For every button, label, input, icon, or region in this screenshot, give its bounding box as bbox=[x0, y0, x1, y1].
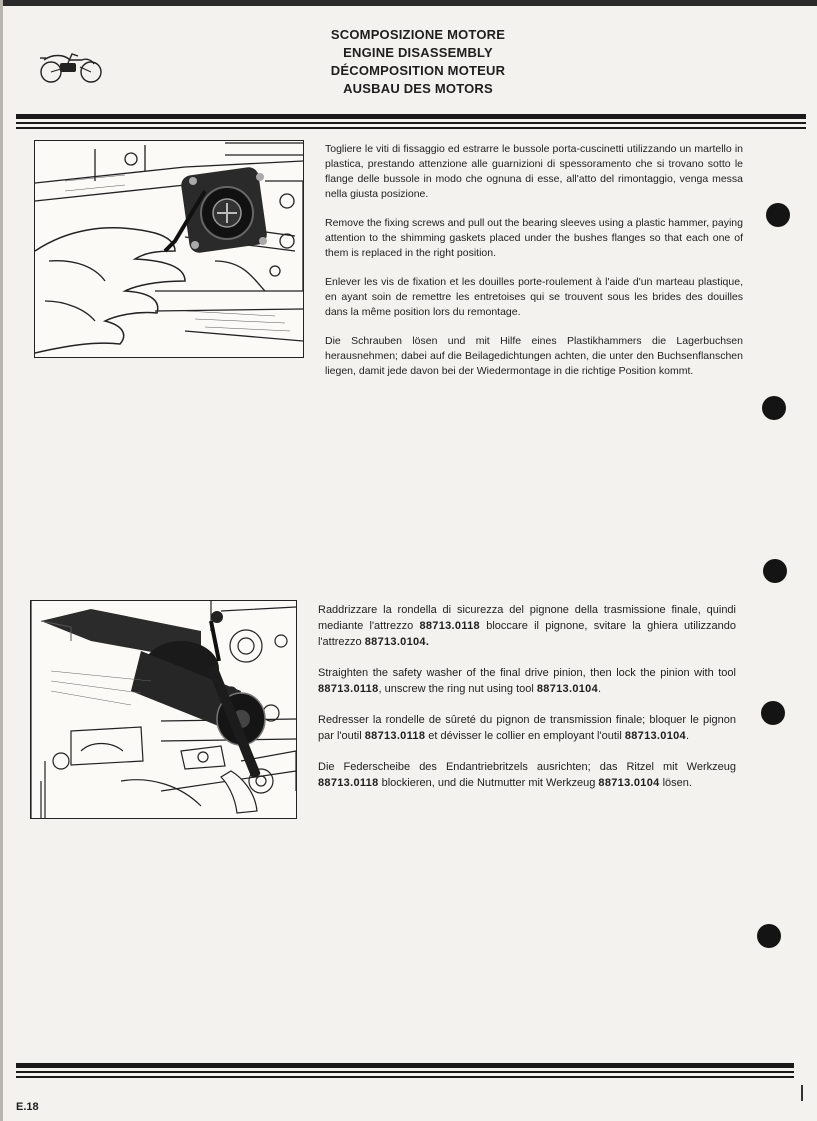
text-span: Redresser la rondelle de sûreté du pignon de transmission finale; bloquer le pignon par l'outil bbox=[318, 714, 736, 742]
paragraph-english: Remove the fixing screws and pull out the bearing sleeves using a plastic hammer, paying attention to the shimming gaskets placed under the bushes flanges so that each one of them is replaced in the right position. bbox=[325, 217, 743, 259]
scan-left-edge bbox=[0, 0, 3, 1121]
text-span: . bbox=[598, 683, 602, 695]
page-number: E.18 bbox=[16, 1101, 39, 1113]
paragraph-italian-tools bbox=[318, 602, 736, 650]
tool-code-lock: 88713.0118 bbox=[318, 683, 379, 695]
tool-code-lock: 88713.0118 bbox=[419, 620, 480, 632]
paragraph-german: Die Schrauben lösen und mit Hilfe eines Plastikhammers die Lagerbuchsen herausnehmen; dabei auf die Beilagedichtungen achten, die unter den Buchsenflanschen liegen, damit jede davon bei der Wiedermontage in die richtige Position kommt. bbox=[325, 335, 743, 377]
paragraph-french-tools bbox=[318, 712, 736, 744]
title-french: DÉCOMPOSITION MOTEUR bbox=[330, 63, 506, 78]
title-german: AUSBAU DES MOTORS bbox=[343, 81, 493, 96]
engine-bearing-sleeve-illustration bbox=[34, 140, 304, 358]
binder-hole-3 bbox=[763, 559, 787, 583]
text-span: et dévisser le collier en employant l'outil bbox=[425, 730, 625, 742]
binder-hole-2 bbox=[762, 396, 786, 420]
paragraph-french: Enlever les vis de fixation et les douilles porte-roulement à l'aide d'un marteau plastique, en ayant soin de remettre les entretoises qui se trouvent sous les brides des douilles dans la même position lors du remontage. bbox=[325, 276, 743, 318]
text-span: Raddrizzare la rondella di sicurezza del pignone della trasmissione finale, quindi mediante l'attrezzo bbox=[318, 604, 736, 632]
text-span: lösen. bbox=[659, 777, 692, 789]
tool-code-lock: 88713.0118 bbox=[364, 730, 426, 742]
tool-code-lock: 88713.0118 bbox=[318, 777, 379, 789]
binder-hole-4 bbox=[761, 701, 785, 725]
tool-code-ring: 88713.0104 bbox=[364, 636, 426, 648]
binder-hole-5 bbox=[757, 924, 781, 948]
paragraph-english-tools bbox=[318, 665, 736, 697]
text-span: blockieren, und die Nutmutter mit Werkzeug bbox=[378, 777, 599, 789]
binder-hole-1 bbox=[766, 203, 790, 227]
title-italian: SCOMPOSIZIONE MOTORE bbox=[330, 27, 506, 42]
scan-edge-mark bbox=[801, 1085, 803, 1101]
paragraph-italian: Togliere le viti di fissaggio ed estrarre le bussole porta-cuscinetti utilizzando un martello in plastica, prestando attenzione alle guarnizioni di spessoramento che si trovano sotto le flange delle bussole in modo che ognuna di esse, all'atto del rimontaggio, venga messa nella giusta posizione. bbox=[325, 143, 743, 200]
footer-divider bbox=[16, 1063, 794, 1078]
text-span: . bbox=[425, 636, 430, 648]
tool-code-ring: 88713.0104 bbox=[598, 777, 660, 789]
text-span: , unscrew the ring nut using tool bbox=[378, 683, 537, 695]
paragraph-german-tools bbox=[318, 759, 736, 791]
section2-text bbox=[318, 602, 736, 806]
title-english: ENGINE DISASSEMBLY bbox=[343, 45, 493, 60]
text-span: Straighten the safety washer of the final drive pinion, then lock the pinion with tool bbox=[318, 667, 736, 679]
tool-code-ring: 88713.0104 bbox=[536, 683, 599, 695]
pinion-ring-nut-tool-illustration bbox=[30, 600, 297, 819]
page-header-titles bbox=[260, 26, 576, 98]
scan-top-edge bbox=[0, 0, 817, 6]
text-span: bloccare il pignone, svitare la ghiera utilizzando l'attrezzo bbox=[318, 620, 736, 648]
text-span: Die Federscheibe des Endantriebritzels ausrichten; das Ritzel mit Werkzeug bbox=[318, 761, 736, 773]
section1-text bbox=[325, 142, 743, 393]
motorcycle-logo-icon bbox=[38, 48, 104, 84]
text-span: . bbox=[685, 730, 690, 742]
header-divider bbox=[16, 114, 806, 129]
tool-code-ring: 88713.0104 bbox=[624, 730, 686, 742]
